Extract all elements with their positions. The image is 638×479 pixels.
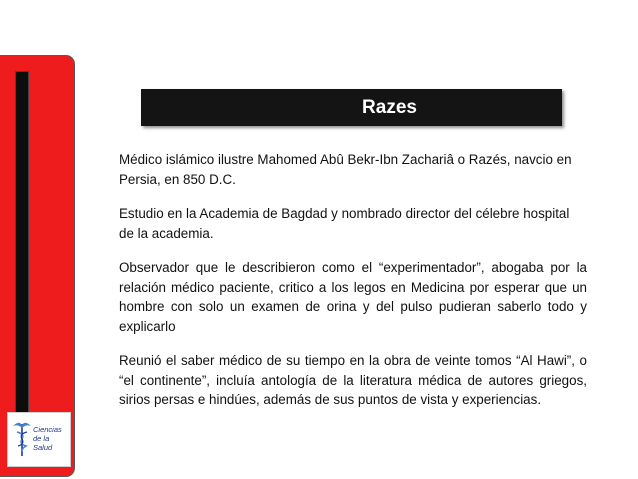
- logo-line-2: de la Salud: [33, 434, 53, 452]
- side-black-stripe: [15, 71, 29, 461]
- caduceus-icon: [11, 418, 33, 458]
- logo-line-1: Ciencias: [33, 425, 62, 434]
- paragraph-2: Estudio en la Academia de Bagdad y nombrado director del célebre hospital de la academia.: [119, 206, 570, 241]
- paragraph-4: Reunió el saber médico de su tiempo en la obra de veinte tomos “Al Hawi”, o “el continente”, incluía antología de la literatura médica de autores griegos, sirios persas e hindúes, además de sus puntos de vista y experiencias.: [119, 353, 587, 407]
- logo-text: [33, 425, 70, 452]
- ciencias-de-la-salud-logo: [7, 412, 71, 467]
- paragraph-1: Médico islámico ilustre Mahomed Abû Bekr-Ibn Zachariâ o Razés, navcio en Persia, en 850 D.C.: [119, 152, 572, 187]
- slide-title: Razes: [362, 96, 417, 118]
- slide-body: [119, 150, 587, 425]
- slide-title-bar: [141, 89, 562, 126]
- paragraph-3: Observador que le describieron como el “experimentador”, abogaba por la relación médico paciente, critico a los legos en Medicina por esperar que un hombre con solo un examen de orina y del pulso pudieran saberlo todo y explicarlo: [119, 260, 587, 334]
